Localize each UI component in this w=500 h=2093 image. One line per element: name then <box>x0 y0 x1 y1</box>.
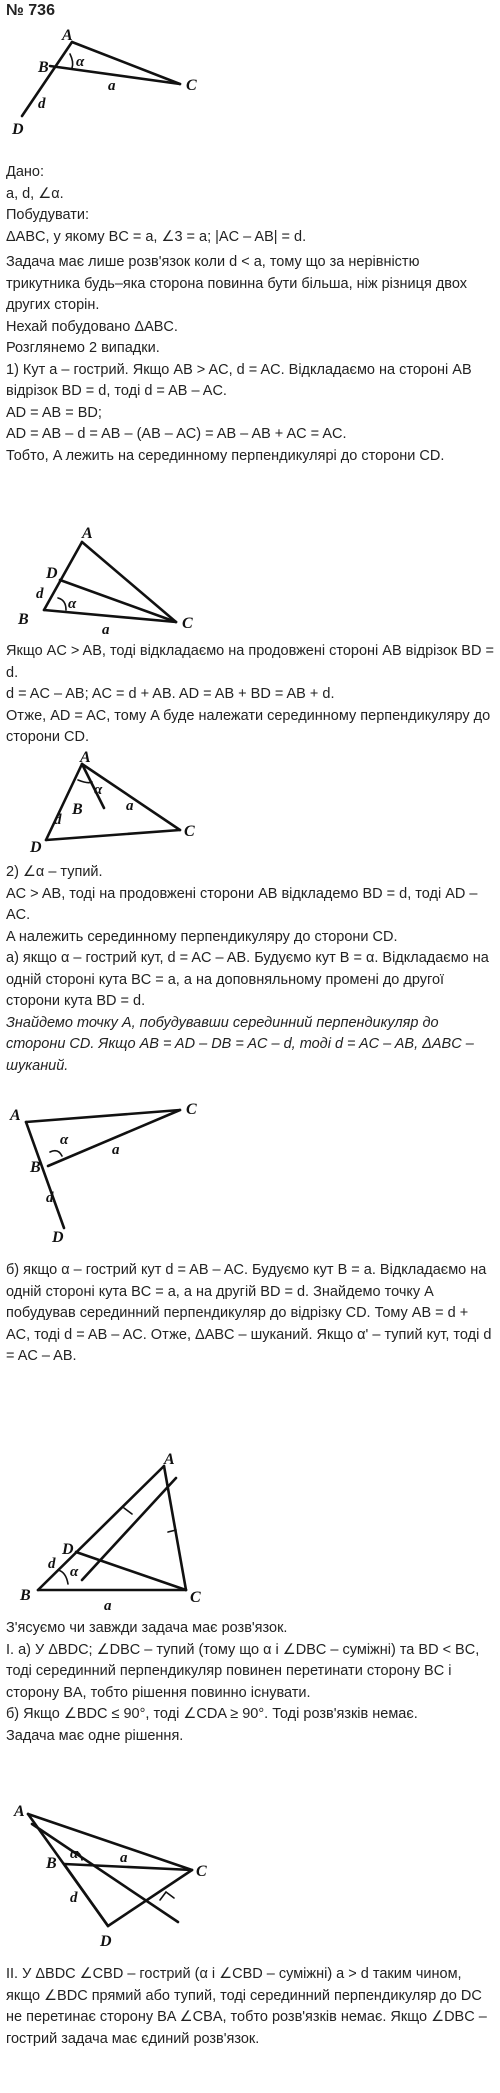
existence-one-solution: Задача має одне рішення. <box>6 1727 184 1744</box>
label-a-vertex: A <box>62 27 73 44</box>
intro-assume: Нехай побудовано ΔABC. <box>6 318 178 335</box>
case1b-section <box>6 641 494 749</box>
label-c-vertex: C <box>186 1101 197 1118</box>
existence-section <box>6 1618 494 1747</box>
label-b-vertex: B <box>18 611 29 628</box>
label-side-a: a <box>112 1142 120 1158</box>
case1b-conclusion: Отже, AD = AC, тому A буде належати серединному перпендикуляру до сторони CD. <box>6 707 491 745</box>
given-values: a, d, ∠α. <box>6 185 64 202</box>
label-alpha: α <box>68 596 77 612</box>
existence-case-i-b: б) Якщо ∠BDC ≤ 90°, тоді ∠CDA ≥ 90°. Тоді розв'язків немає. <box>6 1706 418 1722</box>
case2a-conclusion: Знайдемо точку A, побудувавши серединний перпендикуляр до сторони CD. Якщо AB = AD – DB = AC – d, тоді d = AC – AB, ΔABC – шуканий. <box>6 1014 474 1074</box>
case2-section <box>6 862 494 1077</box>
label-side-a: a <box>104 1598 112 1614</box>
label-a-vertex: A <box>10 1107 21 1124</box>
label-b-vertex: B <box>38 59 49 76</box>
label-d-vertex: D <box>46 565 58 582</box>
label-side-a: a <box>108 78 116 94</box>
label-d-vertex: D <box>12 121 24 138</box>
figure-2-case1 <box>10 525 210 638</box>
case1b-setup: Якщо AC > AB, тоді відкладаємо на продовжені стороні AB відрізок BD = d. <box>6 643 494 681</box>
case1-eq1: AD = AB = BD; <box>6 404 102 421</box>
label-side-a: a <box>126 798 134 814</box>
intro-condition: Задача має лише розв'язок коли d < a, тому що за нерівністю трикутника будь–яка сторона повинна бути більша, ніж різниця двох других сторін. <box>6 254 467 313</box>
figure-1-given-triangle <box>10 28 210 138</box>
given-heading: Дано: <box>6 164 44 180</box>
label-a-vertex: A <box>164 1451 175 1468</box>
label-d-vertex: D <box>30 839 42 856</box>
label-side-d: d <box>48 1556 56 1572</box>
label-b-vertex: B <box>72 801 83 818</box>
label-d-vertex: D <box>100 1933 112 1950</box>
construct-target: ΔABC, у якому BC = a, ∠3 = a; |AC – AB| = d. <box>6 228 307 245</box>
label-d-vertex: D <box>52 1229 64 1246</box>
label-alpha: α <box>70 1846 79 1862</box>
case1-eq2: AD = AB – d = AB – (AB – AC) = AB – AB + AC = AC. <box>6 426 347 442</box>
figure-5-case2b <box>14 1451 214 1614</box>
label-alpha: α <box>70 1564 79 1580</box>
label-c-vertex: C <box>182 615 193 632</box>
label-a-vertex: A <box>80 749 91 766</box>
label-side-d: d <box>36 586 44 602</box>
label-alpha: α <box>60 1132 69 1148</box>
label-side-d: d <box>54 812 62 828</box>
label-b-vertex: B <box>46 1855 57 1872</box>
label-side-a: a <box>102 622 110 638</box>
label-alpha: α <box>76 54 85 70</box>
case1-acute: 1) Кут а – гострий. Якщо AB > AC, d = AC. Відкладаємо на стороні AB відрізок BD = d, тоді d = AB – AC. <box>6 361 472 399</box>
case1b-eq: d = AC – AB; AC = d + AB. AD = AB + BD = AB + d. <box>6 686 335 702</box>
intro-section <box>6 252 494 467</box>
label-d-vertex: D <box>62 1541 74 1558</box>
label-alpha: α <box>94 782 103 798</box>
figure-3-case1b <box>10 749 210 856</box>
label-b-vertex: B <box>30 1159 41 1176</box>
label-b-vertex: B <box>20 1587 31 1604</box>
case2-perpendicular: A належить серединному перпендикуляру до сторони CD. <box>6 928 398 945</box>
figure-4-case2a <box>8 1101 208 1246</box>
case2a-construction: а) якщо α – гострий кут, d = AC – AB. Будуємо кут B = α. Відкладаємо на одній стороні кута BC = a, а на доповняльному промені до другої сторони кута BD = d. <box>6 950 489 1009</box>
case1-conclusion: Тобто, A лежить на серединному перпендикулярі до сторони CD. <box>6 447 445 464</box>
existence-question: З'ясуємо чи завжди задача має розв'язок. <box>6 1620 288 1636</box>
final-section <box>6 1964 494 2050</box>
label-side-d: d <box>70 1890 78 1906</box>
label-side-d: d <box>46 1190 54 1206</box>
label-a-vertex: A <box>82 525 93 542</box>
label-a-vertex: A <box>14 1803 25 1820</box>
intro-cases: Розглянемо 2 випадки. <box>6 340 160 356</box>
label-c-vertex: C <box>190 1589 201 1606</box>
final-case-ii: II. У ΔBDC ∠CBD – гострий (α і ∠CBD – суміжні) a > d таким чином, якщо ∠BDC прямий або тупий, тоді серединний перпендикуляр до DC не перетинає сторону BA ∠CBA, тобто розв'язків немає. Якщо ∠DBC – гострий задача має єдиний розв'язок. <box>6 1966 487 2047</box>
case2-heading: 2) ∠α – тупий. <box>6 864 103 880</box>
construct-heading: Побудувати: <box>6 207 90 223</box>
label-side-a: a <box>120 1850 128 1866</box>
existence-case-i-a: I. а) У ΔBDC; ∠DBC – тупий (тому що α і ∠DBC – суміжні) та BD < BC, тоді серединний перпендикуляр повинен перетинати сторону BC і сторону BA, тобто рішення повинно існувати. <box>6 1641 480 1701</box>
label-c-vertex: C <box>186 77 197 94</box>
case2b-section <box>6 1260 494 1368</box>
case2-setup: AC > AB, тоді на продовжені сторони AB відкладемо BD = d, тоді AD – AC. <box>6 885 478 923</box>
problem-number: № 736 <box>6 2 55 19</box>
case2b-text: б) якщо α – гострий кут d = AB – AC. Будуємо кут B = a. Відкладаємо на одній стороні кута BC = a, а на другій BD = d. Знайдемо точку A побудував серединний перпендикуляр до відрізку CD. Тому AB = d + AC, тоді d = AB – AC. Отже, ΔABC – шуканий. Якщо α' – тупий кут, тоді d = AC – AB. <box>6 1262 492 1364</box>
given-section <box>6 162 494 248</box>
label-c-vertex: C <box>184 823 195 840</box>
label-c-vertex: C <box>196 1863 207 1880</box>
label-side-d: d <box>38 96 46 112</box>
figure-6-existence <box>10 1800 210 1955</box>
